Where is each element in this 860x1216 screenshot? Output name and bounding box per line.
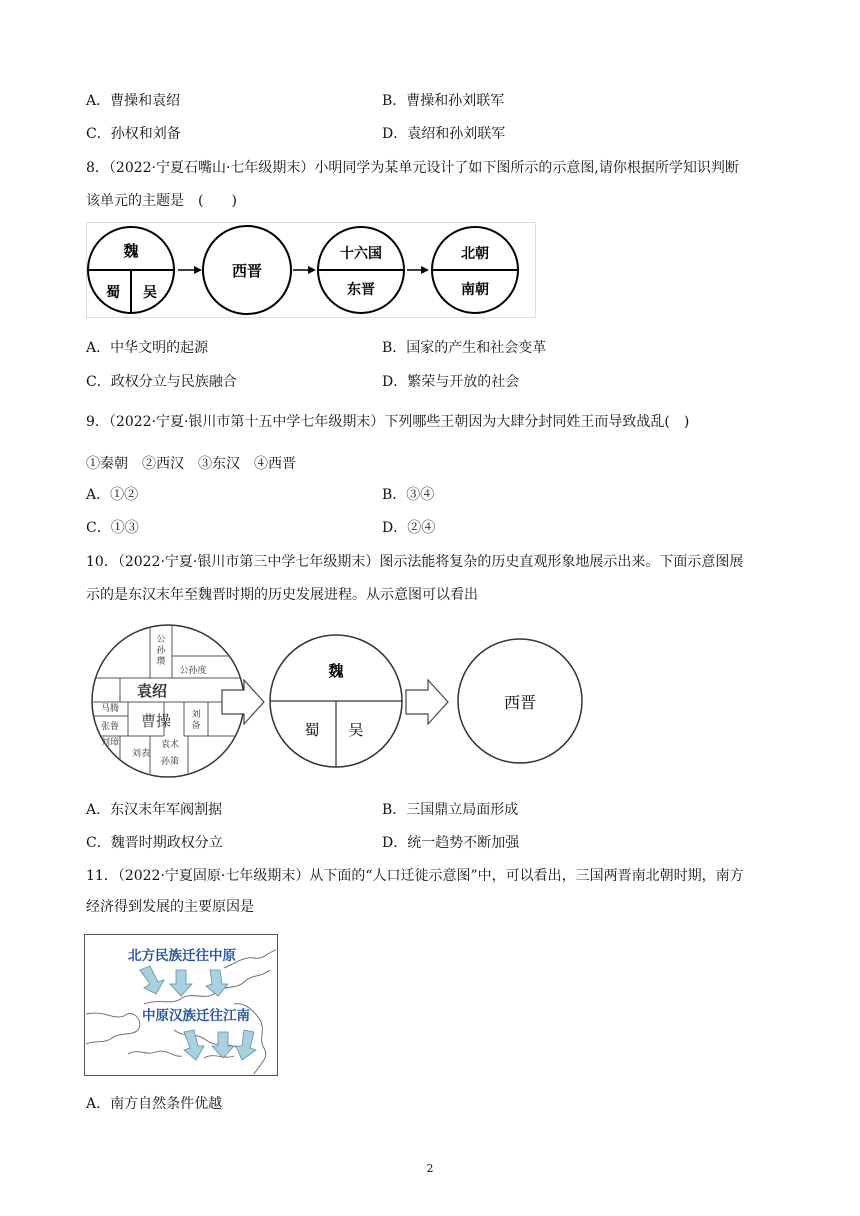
q8-option-b: B．国家的产生和社会变革 [382, 340, 547, 356]
circle3-eastern-jin: 东晋 [347, 282, 375, 298]
label-liu-zhang: 刘璋 [100, 738, 120, 748]
q7-option-c: C．孙权和刘备 [86, 126, 181, 142]
q7-option-a: A．曹操和袁绍 [86, 93, 181, 109]
q9-option-a: A．①② [86, 487, 139, 503]
circle2-western-jin: 西晋 [231, 262, 263, 280]
circle3-sixteen-kingdoms: 十六国 [340, 246, 382, 262]
q9-option-d: D．②④ [382, 520, 436, 536]
circle-shu-label: 蜀 [304, 721, 320, 739]
q9-stem: 9．（2022·宁夏·银川市第十五中学七年级期末）下列哪些王朝因为大肆分封同姓王而导致战乱( ) [86, 414, 690, 430]
label-yuan-shu: 袁术 [160, 740, 180, 750]
q9-option-b: B．③④ [382, 487, 435, 503]
label-gongsun-du: 公孙度 [179, 666, 207, 676]
label-gongsun-zan-1: 公 [156, 635, 166, 645]
q11-migration-map [84, 934, 278, 1076]
label-sun-ce: 孙策 [160, 757, 180, 767]
circle1-shu: 蜀 [106, 285, 120, 301]
q11-stem-line2: 经济得到发展的主要原因是 [86, 899, 254, 915]
circle4-northern: 北朝 [461, 246, 489, 262]
page-number: 2 [426, 1162, 434, 1175]
circle1-wei: 魏 [123, 242, 139, 260]
q10-stem-line1: 10．（2022·宁夏·银川市第三中学七年级期末）图示法能将复杂的历史直观形象地展示出来。下面示意图展 [86, 554, 744, 570]
label-liu-bei-2: 备 [191, 721, 201, 731]
circle1-wu: 吴 [143, 285, 157, 301]
label-gongsun-zan-2: 孙 [156, 646, 166, 656]
map-label-central-to-jiangnan: 中原汉族迁往江南 [142, 1008, 250, 1024]
circle-wu-label: 吴 [348, 721, 364, 739]
q9-option-c: C．①③ [86, 520, 139, 536]
q7-option-b: B．曹操和孙刘联军 [382, 93, 505, 109]
q10-option-c: C．魏晋时期政权分立 [86, 835, 223, 851]
q8-dynasty-diagram [86, 222, 536, 318]
label-gongsun-zan-3: 瓒 [156, 657, 166, 667]
hollow-arrow-icon [406, 680, 448, 724]
map-label-north-to-central: 北方民族迁往中原 [128, 948, 236, 964]
q11-stem-line1: 11．（2022·宁夏固原·七年级期末）从下面的“人口迁徙示意图”中，可以看出，三国两晋南北朝时期，南方 [86, 868, 744, 884]
q8-option-c: C．政权分立与民族融合 [86, 374, 237, 390]
q11-option-a: A．南方自然条件优越 [86, 1096, 223, 1112]
q7-option-d: D．袁绍和孙刘联军 [382, 126, 506, 142]
q8-stem-line2: 该单元的主题是 ( ) [86, 193, 237, 209]
q10-option-d: D．统一趋势不断加强 [382, 835, 520, 851]
circle-wei-label: 魏 [328, 662, 344, 680]
q8-option-a: A．中华文明的起源 [86, 340, 209, 356]
arrow-icon [194, 266, 202, 274]
q10-history-diagram [84, 622, 586, 782]
q8-option-d: D．繁荣与开放的社会 [382, 374, 520, 390]
q8-stem-line1: 8．（2022·宁夏石嘴山·七年级期末）小明同学为某单元设计了如下图所示的示意图,请你根据所学知识判断 [86, 160, 739, 176]
circle-warlords [92, 625, 244, 777]
label-cao-cao: 曹操 [140, 712, 172, 730]
q10-option-b: B．三国鼎立局面形成 [382, 802, 519, 818]
arrow-icon [308, 266, 316, 274]
circle-western-jin-label: 西晋 [503, 693, 537, 712]
q10-stem-line2: 示的是东汉末年至魏晋时期的历史发展进程。从示意图可以看出 [86, 587, 478, 603]
q9-items: ①秦朝 ②西汉 ③东汉 ④西晋 [86, 456, 296, 472]
arrow-icon [421, 266, 429, 274]
label-ma-teng: 马腾 [100, 704, 120, 714]
label-zhang-lu: 张鲁 [100, 722, 120, 732]
label-yuan-shao: 袁绍 [136, 682, 168, 700]
circle4-southern: 南朝 [461, 282, 489, 298]
label-liu-biao: 刘表 [131, 749, 151, 759]
q10-option-a: A．东汉末年军阀割据 [86, 802, 223, 818]
label-liu-bei-1: 刘 [191, 710, 201, 720]
